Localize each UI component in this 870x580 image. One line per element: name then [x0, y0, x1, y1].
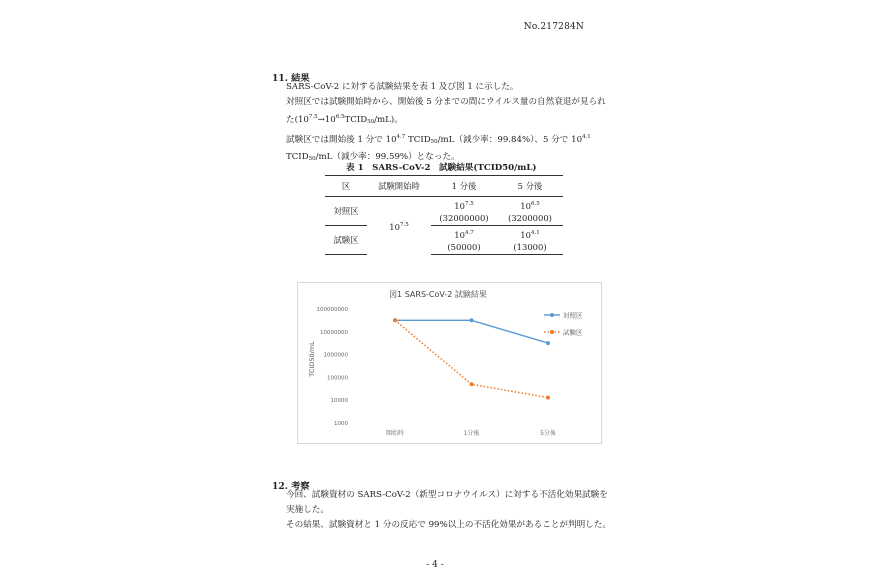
y-tick-label: 1000: [334, 421, 348, 427]
legend-marker: [550, 313, 554, 317]
discussion-line-2: 実施した。: [286, 505, 329, 515]
table-row: [325, 226, 563, 255]
section-11-body: [286, 80, 606, 167]
section-11-title: 11. 結果: [272, 73, 310, 84]
y-tick-label: 10000000: [320, 329, 348, 336]
chart-title: 図1 SARS-CoV-2 試験結果: [389, 290, 487, 299]
series-line-1: [395, 320, 548, 343]
data-point: [393, 318, 397, 322]
y-tick-label: 100000: [327, 375, 348, 382]
y-tick-label: 100000000: [316, 307, 348, 313]
page-number: - 4 -: [426, 560, 444, 570]
legend-label: 試験区: [563, 328, 583, 337]
result-line-2: 対照区では試験開始時から、開始後 5 分までの間にウイルス量の自然衰退が見られ: [286, 97, 606, 107]
y-tick-label: 1000000: [323, 352, 348, 359]
legend-label: 対照区: [563, 311, 583, 320]
table-1-caption: 表 1 SARS-CoV-2 試験結果(TCID50/mL): [346, 163, 537, 173]
data-point: [546, 396, 550, 400]
table-row: [325, 197, 563, 226]
document-number: No.217284N: [523, 22, 584, 32]
discussion-line-1: 今回、試験資材の SARS-CoV-2（新型コロナウイルス）に対する不活化効果試験を: [286, 490, 608, 500]
table-header: 区: [325, 176, 367, 197]
section-12-title: 12. 考察: [272, 481, 310, 492]
test-5min-cell: $10^{4.1}$ (13000): [497, 226, 563, 255]
figure-1-chart: [297, 282, 602, 444]
x-tick-label: 開始時: [385, 430, 405, 437]
table-header: 試験開始時: [367, 176, 431, 197]
row-label-control: 対照区: [325, 197, 367, 226]
data-point: [470, 318, 474, 322]
result-line-3: た$(10^{7.5}\to 10^{6.5}TCID_{50}/mL)$。: [286, 114, 403, 125]
discussion-line-3: その結果、試験資材と 1 分の反応で 99%以上の不活化効果があることが判明した。: [286, 520, 611, 530]
results-table: [325, 175, 563, 255]
section-12-body: [286, 488, 616, 533]
y-axis-label: TCID50/mL: [308, 341, 316, 377]
result-line-5: $TCID_{50}/mL$（減少率：99.59%）となった。: [286, 152, 460, 162]
data-point: [470, 382, 474, 386]
table-header: 5 分後: [497, 176, 563, 197]
result-line-1: SARS-CoV-2 に対する試験結果を表 1 及び図 1 に示した。: [286, 82, 519, 92]
x-tick-label: 5分後: [540, 430, 556, 437]
test-1min-cell: $10^{4.7}$ (50000): [431, 226, 497, 255]
legend-marker: [550, 330, 554, 334]
control-1min-cell: $10^{7.5}$ (32000000): [431, 197, 497, 226]
data-point: [546, 341, 550, 345]
chart-svg: [298, 283, 601, 443]
start-value-cell: $10^{7.5}$: [389, 221, 409, 232]
y-tick-label: 10000: [330, 398, 348, 405]
table-header: 1 分後: [431, 176, 497, 197]
control-5min-cell: $10^{6.5}$ (3200000): [497, 197, 563, 226]
row-label-test: 試験区: [325, 226, 367, 255]
x-tick-label: 1分後: [463, 430, 480, 437]
result-line-4: 試験区では開始後 1 分で $10^{4.7}$ $TCID_{50}/mL$（減少率：99.84%）、5 分で $10^{4.1}$: [286, 134, 591, 145]
